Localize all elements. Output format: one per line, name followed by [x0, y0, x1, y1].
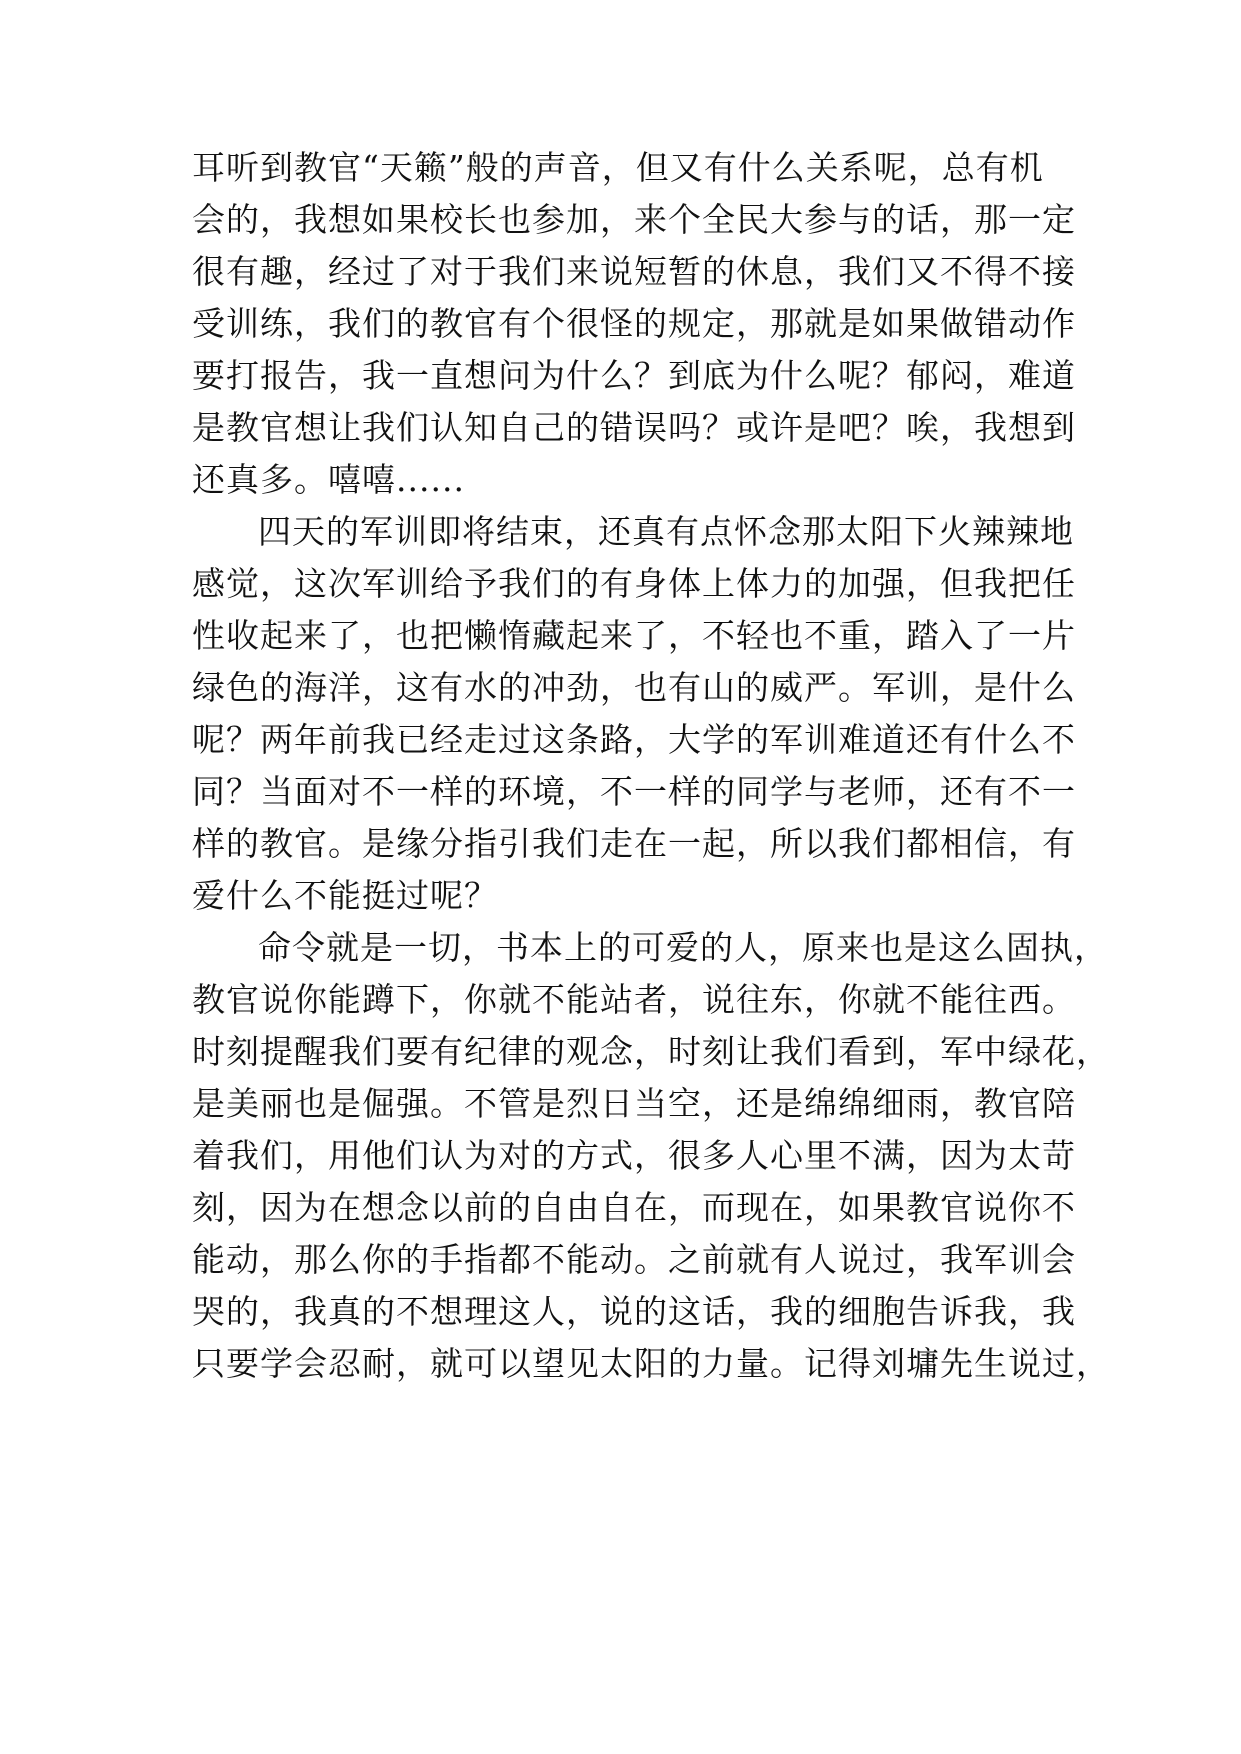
- text-line: 受训练，我们的教官有个很怪的规定，那就是如果做错动作: [192, 304, 1076, 343]
- text-line: 教官说你能蹲下，你就不能站者，说往东，你就不能往西。: [192, 980, 1076, 1019]
- paragraph-first-line: 命令就是一切，书本上的可爱的人，原来也是这么固执，: [258, 928, 1108, 967]
- text-line: 刻，因为在想念以前的自由自在，而现在，如果教官说你不: [192, 1188, 1076, 1227]
- text-line: 样的教官。是缘分指引我们走在一起，所以我们都相信，有: [192, 824, 1076, 863]
- text-line: 哭的，我真的不想理这人，说的这话，我的细胞告诉我，我: [192, 1292, 1076, 1331]
- text-line: 呢？两年前我已经走过这条路，大学的军训难道还有什么不: [192, 720, 1076, 759]
- text-line: 还真多。嘻嘻......: [192, 460, 465, 499]
- paragraph-first-line: 四天的军训即将结束，还真有点怀念那太阳下火辣辣地: [258, 512, 1074, 551]
- text-line: 着我们，用他们认为对的方式，很多人心里不满，因为太苛: [192, 1136, 1076, 1175]
- text-line: 时刻提醒我们要有纪律的观念，时刻让我们看到，军中绿花，: [192, 1032, 1110, 1071]
- text-line: 同？当面对不一样的环境，不一样的同学与老师，还有不一: [192, 772, 1076, 811]
- text-line: 性收起来了，也把懒惰藏起来了，不轻也不重，踏入了一片: [192, 616, 1076, 655]
- text-line: 会的，我想如果校长也参加，来个全民大参与的话，那一定: [192, 200, 1076, 239]
- text-line: 要打报告，我一直想问为什么？到底为什么呢？郁闷，难道: [192, 356, 1076, 395]
- text-line: 是教官想让我们认知自己的错误吗？或许是吧？唉，我想到: [192, 408, 1076, 447]
- text-line: 是美丽也是倔强。不管是烈日当空，还是绵绵细雨，教官陪: [192, 1084, 1076, 1123]
- text-line: 很有趣，经过了对于我们来说短暂的休息，我们又不得不接: [192, 252, 1076, 291]
- text-line: 只要学会忍耐，就可以望见太阳的力量。记得刘墉先生说过，: [192, 1344, 1110, 1383]
- text-line: 绿色的海洋，这有水的冲劲，也有山的威严。军训，是什么: [192, 668, 1076, 707]
- text-line: 爱什么不能挺过呢？: [192, 876, 498, 915]
- text-line: 能动，那么你的手指都不能动。之前就有人说过，我军训会: [192, 1240, 1076, 1279]
- text-line: 感觉，这次军训给予我们的有身体上体力的加强，但我把任: [192, 564, 1076, 603]
- text-line: 耳听到教官“天籁”般的声音，但又有什么关系呢，总有机: [192, 148, 1044, 187]
